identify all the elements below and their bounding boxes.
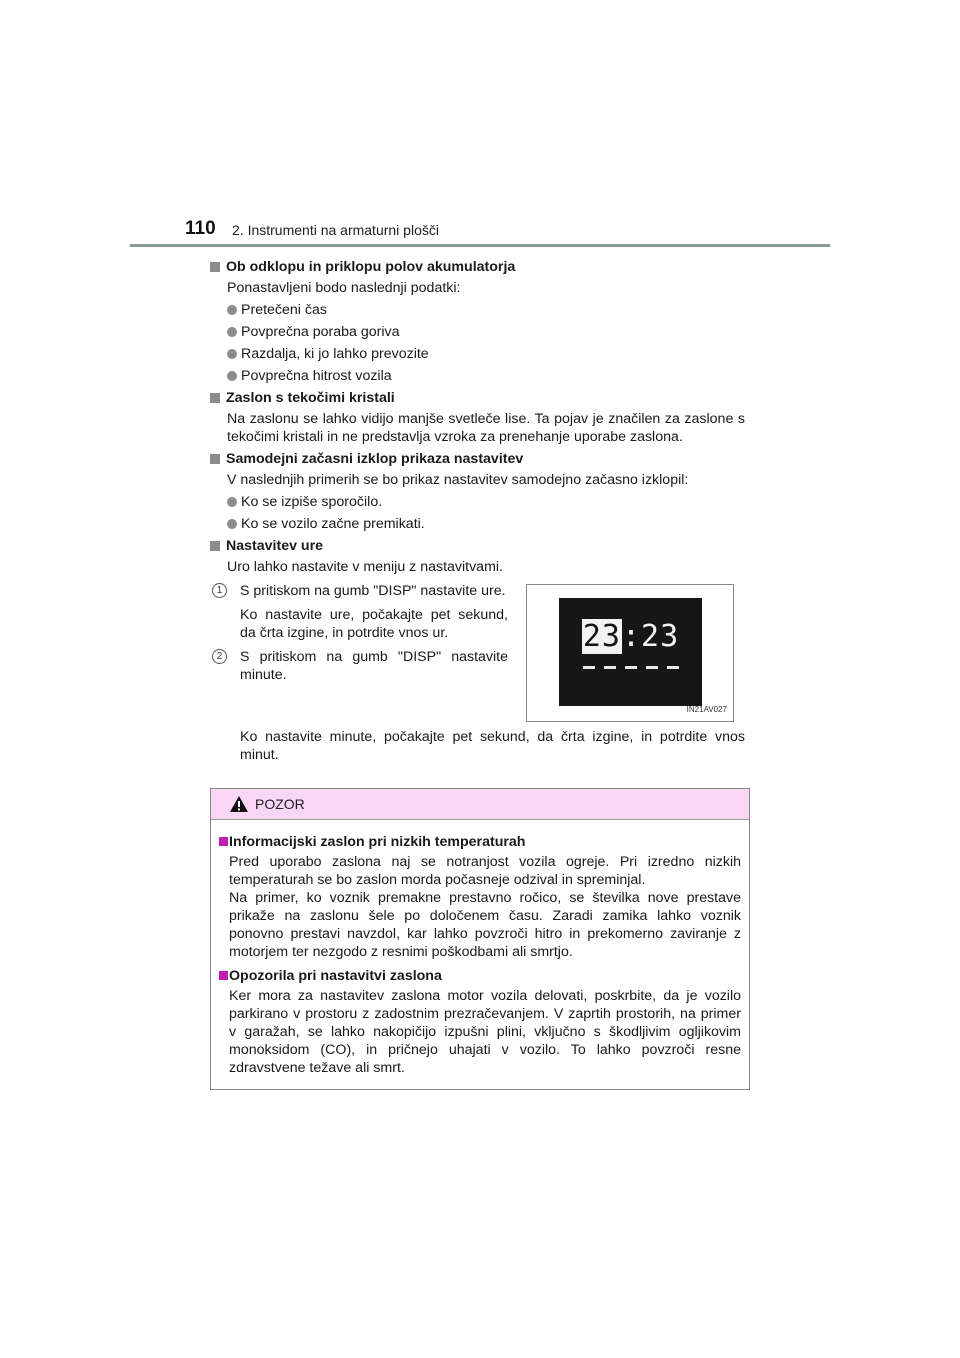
square-bullet-icon	[219, 837, 228, 846]
list-item: Povprečna hitrost vozila	[210, 367, 745, 385]
round-bullet-icon	[227, 349, 237, 359]
step-number: 2	[212, 649, 227, 664]
warning-header	[211, 789, 749, 820]
step-2: 2 S pritiskom na gumb "DISP" nastavite minute.	[210, 648, 508, 684]
list-item: Ko se izpiše sporočilo.	[210, 493, 745, 511]
warning-item-text: Pred uporabo zaslona naj se notranjost vozila ogreje. Pri izredno nizkih temperaturah se bo zaslon morda počasneje odzival in spreminjal.	[229, 854, 741, 888]
warning-box	[210, 788, 750, 1090]
round-bullet-icon	[227, 497, 237, 507]
figure-id: IN21AV027	[686, 705, 727, 714]
list-item: Povprečna poraba goriva	[210, 323, 745, 341]
warning-item-heading: Opozorila pri nastavitvi zaslona	[219, 967, 741, 985]
list-item: Razdalja, ki jo lahko prevozite	[210, 345, 745, 363]
steps-with-figure	[210, 582, 745, 772]
section-text: Ponastavljeni bodo naslednji podatki:	[227, 280, 461, 296]
section-text: Uro lahko nastavite v meniju z nastavitvami.	[227, 559, 503, 575]
step-2-note: Ko nastavite minute, počakajte pet sekund, da črta izgine, in potrdite vnos minut.	[240, 729, 745, 763]
step-1-note: Ko nastavite ure, počakajte pet sekund, da črta izgine, in potrdite vnos ur.	[240, 607, 508, 641]
round-bullet-icon	[227, 327, 237, 337]
round-bullet-icon	[227, 305, 237, 315]
section-heading: Ob odklopu in priklopu polov akumulatorja	[210, 258, 745, 276]
section-battery	[210, 258, 745, 385]
clock-minutes: 23	[641, 619, 680, 654]
clock-display-figure	[526, 584, 734, 722]
chapter-title: 2. Instrumenti na armaturni plošči	[232, 222, 439, 238]
round-bullet-icon	[227, 519, 237, 529]
lcd-screen	[559, 598, 702, 706]
page-number: 110	[185, 218, 216, 239]
square-bullet-icon	[210, 541, 220, 551]
section-text: V naslednjih primerih se bo prikaz nastavitev samodejno začasno izklopil:	[227, 472, 689, 488]
section-heading: Zaslon s tekočimi kristali	[210, 389, 745, 407]
warning-item-text: Na primer, ko voznik premakne prestavno ročico, se številka nove prestave prikaže na zaslonu šele po določenem času. Zaradi zamika lahko voznik ponovno prestavi navzdol, kar lahko povzroči hitro in prekomerno zaviranje z motorjem ter nezgodo z resnimi poškodbami ali smrtjo.	[229, 890, 741, 960]
warning-item-text: Ker mora za nastavitev zaslona motor vozila delovati, poskrbite, da je vozilo parkirano v prostoru z zadostnim prezračevanjem. V zaprtih prostorih, na primer v garažah, se lahko nakopičijo izpušni plini, vključno s škodljivim ogljikovim monoksidom (CO), in pričnejo uhajati v vozilo. To lahko povzroči resne zdravstvene težave ali smrt.	[229, 988, 741, 1076]
header-divider	[130, 244, 830, 247]
step-number: 1	[212, 583, 227, 598]
list-item: Pretečeni čas	[210, 301, 745, 319]
list-item: Ko se vozilo začne premikati.	[210, 515, 745, 533]
section-auto-off	[210, 450, 745, 533]
square-bullet-icon	[210, 454, 220, 464]
main-content	[210, 254, 745, 764]
section-clock	[210, 537, 745, 764]
warning-title: POZOR	[255, 796, 305, 812]
warning-triangle-icon	[229, 795, 249, 813]
clock-hours: 23	[582, 619, 621, 654]
section-text: Na zaslonu se lahko vidijo manjše svetleče lise. Ta pojav je značilen za zaslone s tekočimi kristali in ne predstavlja vzroka za prenehanje uporabe zaslona.	[227, 411, 745, 445]
square-bullet-icon	[219, 971, 228, 980]
section-heading: Samodejni začasni izklop prikaza nastavitev	[210, 450, 745, 468]
square-bullet-icon	[210, 262, 220, 272]
clock-readout	[559, 619, 702, 654]
section-lcd	[210, 389, 745, 446]
step-1: 1 S pritiskom na gumb "DISP" nastavite ure.	[210, 582, 508, 600]
warning-body	[219, 829, 741, 1077]
section-heading: Nastavitev ure	[210, 537, 745, 555]
square-bullet-icon	[210, 393, 220, 403]
dash-indicator	[583, 666, 679, 669]
clock-separator: :	[621, 619, 642, 654]
round-bullet-icon	[227, 371, 237, 381]
warning-item-heading: Informacijski zaslon pri nizkih temperaturah	[219, 833, 741, 851]
